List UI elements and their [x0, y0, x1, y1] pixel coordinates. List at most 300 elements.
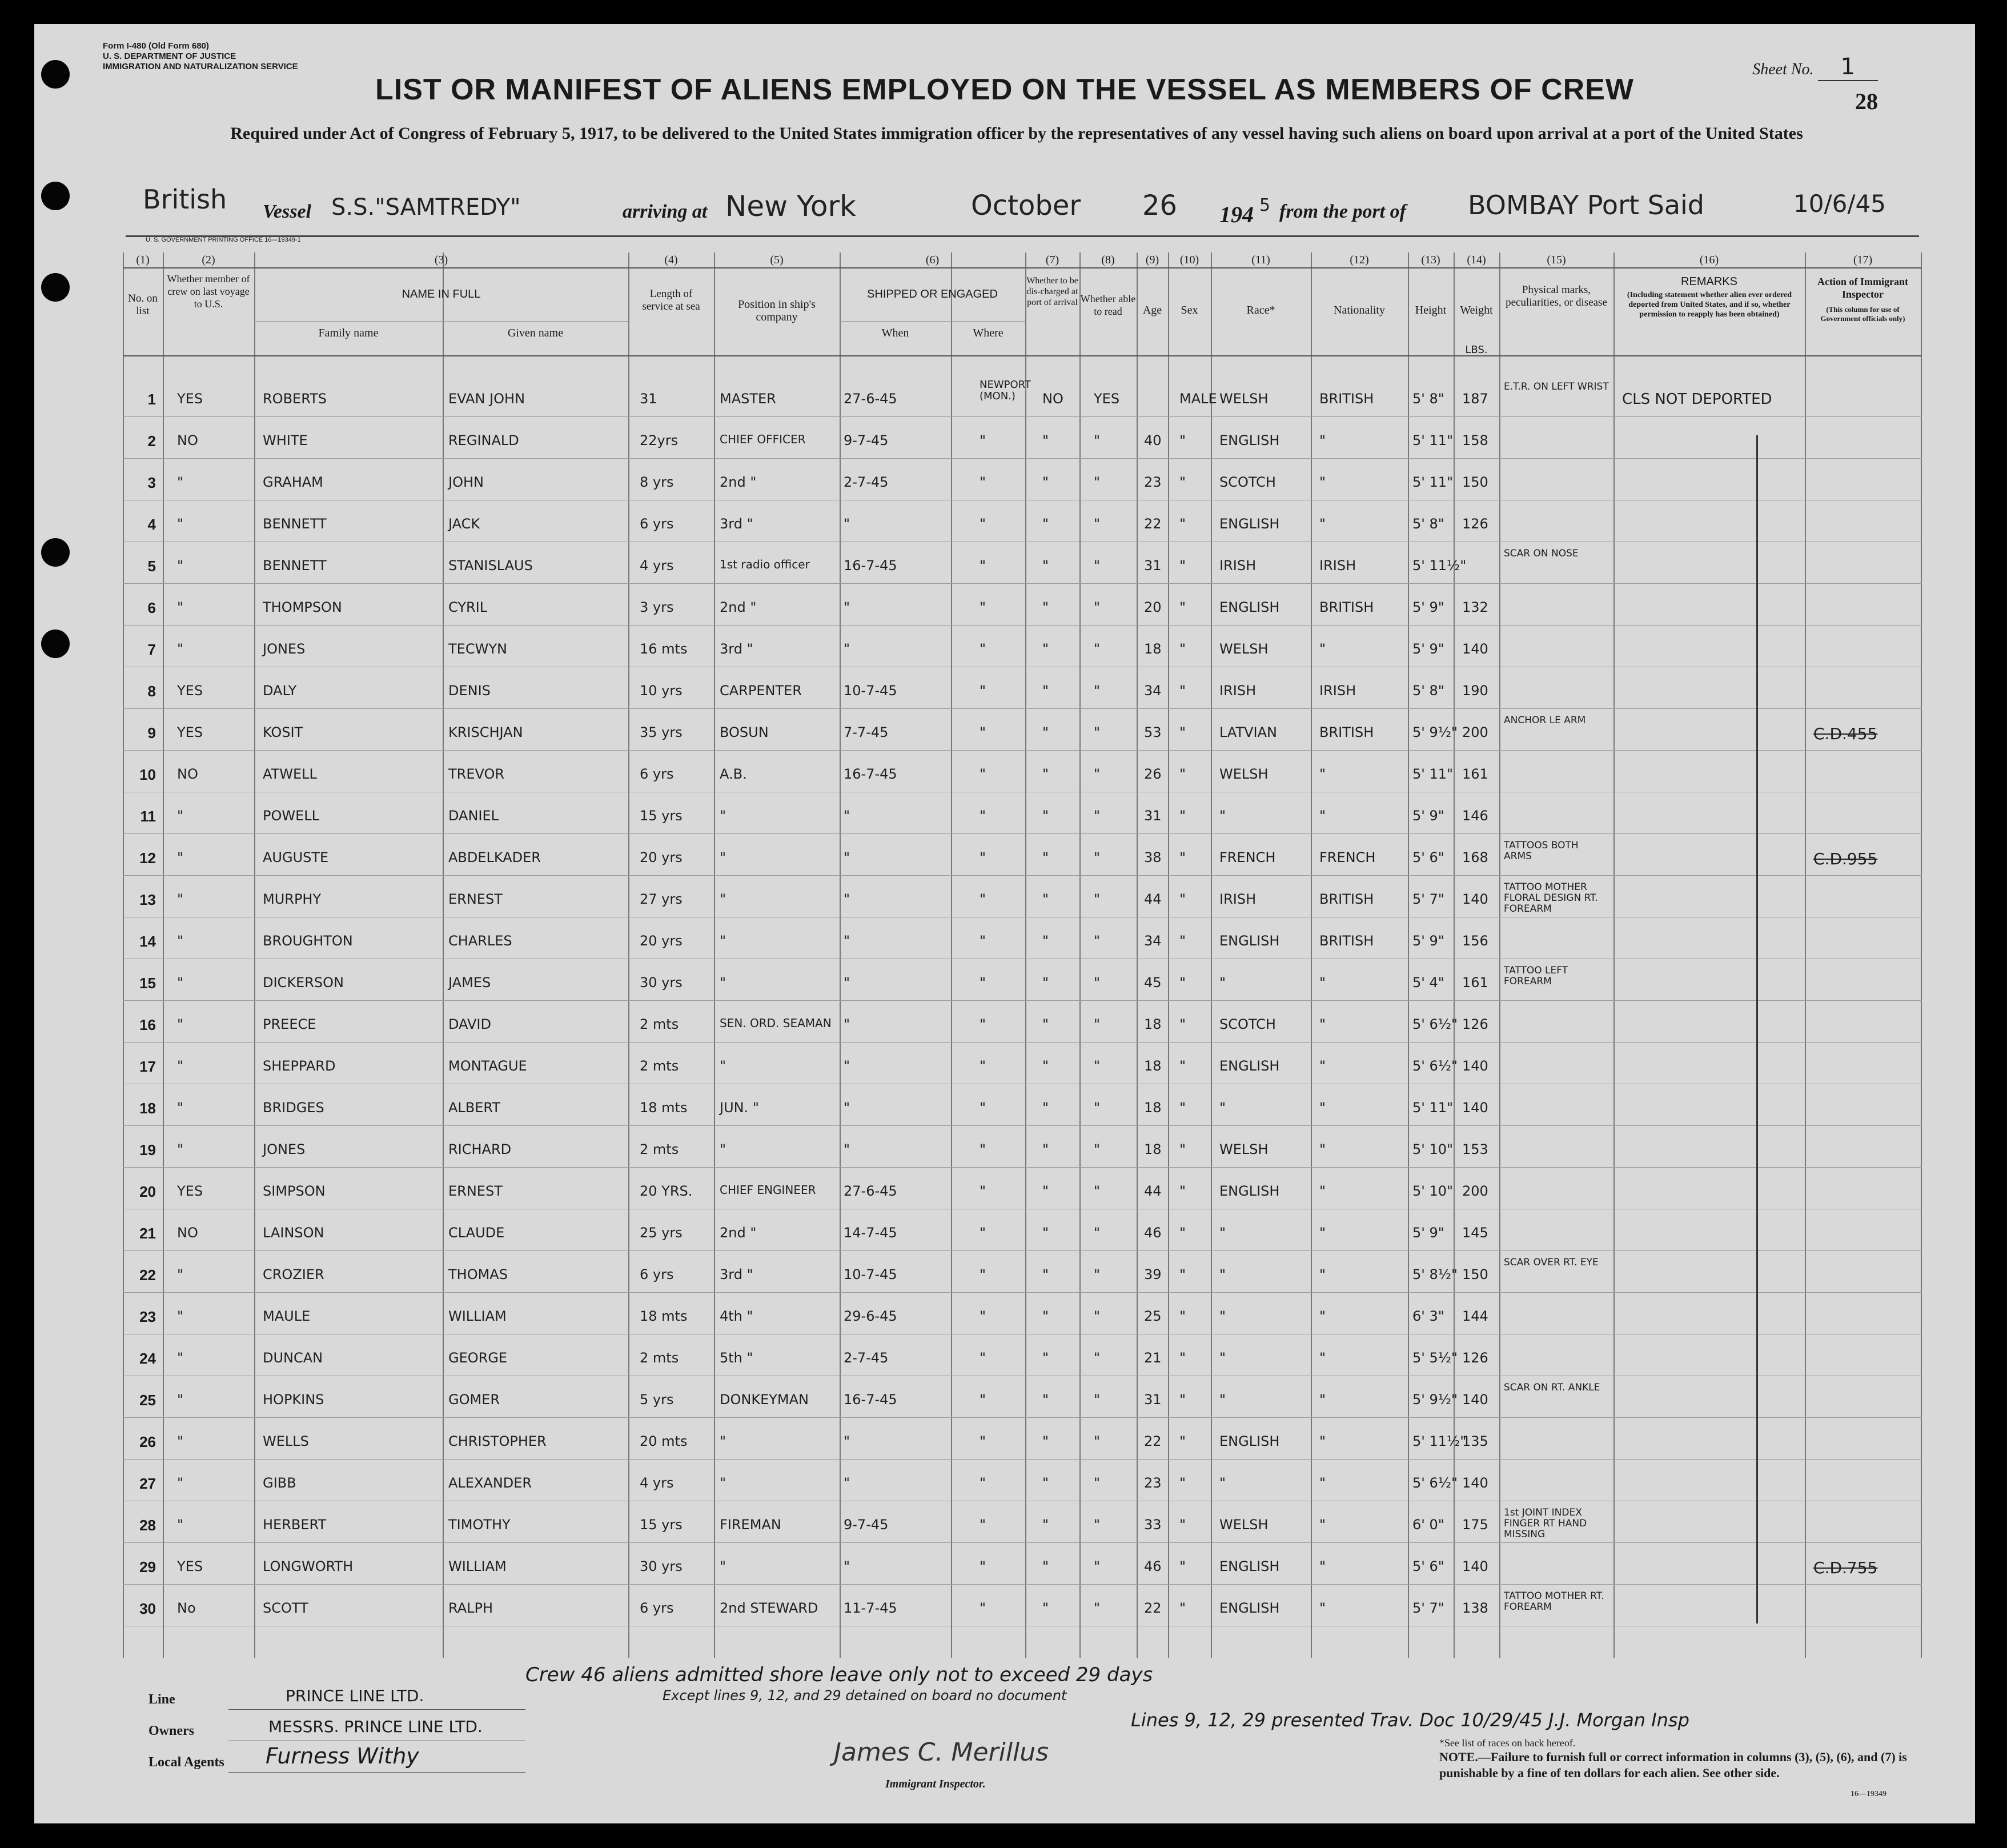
- able-to-read: YES: [1094, 391, 1120, 407]
- member-last-voyage: No: [177, 1600, 196, 1616]
- position: A.B.: [720, 766, 747, 782]
- able-to-read: ": [1094, 1350, 1101, 1366]
- family-name: AUGUSTE: [263, 849, 329, 865]
- col-header: Family name: [318, 327, 379, 339]
- position: 5th ": [720, 1350, 753, 1366]
- row-number: 27: [139, 1475, 156, 1492]
- discharged: ": [1042, 849, 1049, 865]
- col-rule: [1805, 252, 1806, 1658]
- weight: 153: [1462, 1141, 1488, 1157]
- race: WELSH: [1219, 391, 1269, 407]
- shipped-where: ": [980, 683, 986, 699]
- col-num: (6): [925, 254, 940, 266]
- line-value: PRINCE LINE LTD.: [286, 1686, 424, 1705]
- member-last-voyage: ": [177, 1350, 184, 1366]
- col-num: (7): [1045, 254, 1059, 266]
- family-name: WELLS: [263, 1433, 309, 1449]
- discharged: ": [1042, 683, 1049, 699]
- able-to-read: ": [1094, 1475, 1101, 1491]
- shipped-where: ": [980, 1225, 986, 1241]
- member-last-voyage: ": [177, 849, 184, 865]
- height: 5' 9": [1412, 933, 1444, 949]
- row-number: 22: [139, 1266, 156, 1284]
- age: 31: [1144, 1392, 1162, 1408]
- height: 5' 10": [1412, 1141, 1454, 1157]
- shipped-when: 10-7-45: [844, 683, 897, 699]
- col-rule: [1499, 252, 1500, 1658]
- age: 22: [1144, 1433, 1162, 1449]
- service-length: 20 mts: [640, 1433, 688, 1449]
- nationality: ": [1319, 1600, 1326, 1616]
- weight: 140: [1462, 1058, 1488, 1074]
- given-name: DAVID: [448, 1016, 491, 1032]
- shipped-when: 11-7-45: [844, 1600, 897, 1616]
- shipped-when: 27-6-45: [844, 391, 897, 407]
- shipped-when: 16-7-45: [844, 1392, 897, 1408]
- member-last-voyage: ": [177, 1517, 184, 1533]
- row-rule: [123, 458, 1922, 459]
- member-last-voyage: ": [177, 1433, 184, 1449]
- row-rule: [123, 1250, 1922, 1251]
- row-rule: [123, 416, 1922, 417]
- age: 53: [1144, 724, 1162, 740]
- shipped-when: ": [844, 1433, 850, 1449]
- age: 33: [1144, 1517, 1162, 1533]
- nationality: ": [1319, 1141, 1326, 1157]
- race: ENGLISH: [1219, 1433, 1280, 1449]
- race: FRENCH: [1219, 849, 1276, 865]
- age: 46: [1144, 1225, 1162, 1241]
- inspector-signature: James C. Merillus: [834, 1738, 1049, 1767]
- service-length: 3 yrs: [640, 599, 674, 615]
- weight: 145: [1462, 1225, 1488, 1241]
- col-num: (15): [1547, 254, 1566, 266]
- service-length: 27 yrs: [640, 891, 683, 907]
- shipped-when: ": [844, 891, 850, 907]
- member-last-voyage: YES: [177, 391, 203, 407]
- col-rule: [1168, 252, 1169, 1658]
- discharged: ": [1042, 641, 1049, 657]
- row-number: 1: [147, 391, 156, 408]
- sex: ": [1179, 599, 1186, 615]
- race: ": [1219, 1100, 1226, 1116]
- shipped-where: NEWPORT (MON.): [980, 379, 1031, 402]
- service-length: 6 yrs: [640, 516, 674, 532]
- family-name: KOSIT: [263, 724, 303, 740]
- discharged: ": [1042, 1141, 1049, 1157]
- shipped-when: ": [844, 849, 850, 865]
- family-name: GRAHAM: [263, 474, 323, 490]
- col-header: Weight: [1460, 304, 1493, 316]
- given-name: MONTAGUE: [448, 1058, 527, 1074]
- row-rule: [123, 1542, 1922, 1543]
- row-number: 24: [139, 1350, 156, 1367]
- able-to-read: ": [1094, 1266, 1101, 1282]
- row-number: 16: [139, 1016, 156, 1033]
- able-to-read: ": [1094, 1558, 1101, 1574]
- discharged: NO: [1042, 391, 1063, 407]
- position: ": [720, 1558, 726, 1574]
- family-name: BENNETT: [263, 558, 327, 574]
- service-length: 16 mts: [640, 641, 688, 657]
- member-last-voyage: ": [177, 1266, 184, 1282]
- row-rule: [123, 708, 1922, 709]
- punch-hole: [41, 182, 70, 210]
- form-code: 16—19349: [1851, 1790, 1886, 1798]
- shipped-where: ": [980, 1016, 986, 1032]
- remarks: CLS NOT DEPORTED: [1622, 391, 1772, 408]
- shipped-when: ": [844, 516, 850, 532]
- position: BOSUN: [720, 724, 769, 740]
- weight: 150: [1462, 1266, 1488, 1282]
- nationality: ": [1319, 1058, 1326, 1074]
- page-number: 28: [1855, 89, 1878, 114]
- service-length: 2 mts: [640, 1141, 679, 1157]
- discharged: ": [1042, 599, 1049, 615]
- sex: ": [1179, 641, 1186, 657]
- shipped-when: ": [844, 975, 850, 991]
- position: ": [720, 1433, 726, 1449]
- able-to-read: ": [1094, 849, 1101, 865]
- shipped-where: ": [980, 891, 986, 907]
- service-length: 31: [640, 391, 657, 407]
- nationality: IRISH: [1319, 558, 1356, 574]
- owners-value: MESSRS. PRINCE LINE LTD.: [268, 1717, 483, 1736]
- sex: ": [1179, 891, 1186, 907]
- member-last-voyage: NO: [177, 432, 198, 448]
- shipped-where: ": [980, 849, 986, 865]
- col-rule: [714, 252, 715, 1658]
- position: SEN. ORD. SEAMAN: [720, 1016, 832, 1030]
- sex: ": [1179, 516, 1186, 532]
- able-to-read: ": [1094, 808, 1101, 824]
- discharged: ": [1042, 975, 1049, 991]
- member-last-voyage: YES: [177, 1558, 203, 1574]
- height: 5' 8": [1412, 516, 1444, 532]
- nationality: BRITISH: [1319, 891, 1374, 907]
- col-header: SHIPPED OR ENGAGED: [867, 288, 998, 300]
- race: ": [1219, 808, 1226, 824]
- row-number: 20: [139, 1183, 156, 1200]
- family-name: POWELL: [263, 808, 319, 824]
- race: WELSH: [1219, 1517, 1269, 1533]
- footer: [126, 1663, 1953, 1806]
- vessel-label: Vessel: [263, 201, 311, 222]
- member-last-voyage: YES: [177, 1183, 203, 1199]
- given-name: JAMES: [448, 975, 491, 991]
- family-name: MAULE: [263, 1308, 311, 1324]
- col-rule: [1311, 252, 1312, 1658]
- shipped-where: ": [980, 1558, 986, 1574]
- row-number: 28: [139, 1517, 156, 1534]
- inspector-action: C.D.455: [1813, 724, 1878, 743]
- height: 5' 6½": [1412, 1475, 1458, 1491]
- from-label: from the port of: [1279, 201, 1406, 222]
- discharged: ": [1042, 1100, 1049, 1116]
- able-to-read: ": [1094, 1225, 1101, 1241]
- shipped-where: ": [980, 1475, 986, 1491]
- physical-marks: TATTOO LEFT FOREARM: [1504, 965, 1568, 987]
- position: MASTER: [720, 391, 776, 407]
- height: 5' 4": [1412, 975, 1444, 991]
- nationality: BRITISH: [1319, 599, 1374, 615]
- page-subtitle: Required under Act of Congress of February 5, 1917, to be delivered to the United States immigration officer by the representatives of any vessel having such aliens on board upon arrival at a port of the United States: [230, 124, 1803, 143]
- punch-hole: [41, 538, 70, 567]
- sex: ": [1179, 1308, 1186, 1324]
- able-to-read: ": [1094, 1183, 1101, 1199]
- header-rule: [254, 321, 628, 322]
- weight: 175: [1462, 1517, 1488, 1533]
- row-number: 29: [139, 1558, 156, 1576]
- col-header: Position in ship's company: [738, 298, 816, 323]
- nationality: ": [1319, 1266, 1326, 1282]
- discharged: ": [1042, 1266, 1049, 1282]
- able-to-read: ": [1094, 1141, 1101, 1157]
- form-identifier: [103, 41, 298, 72]
- height: 5' 9½": [1412, 724, 1458, 740]
- able-to-read: ": [1094, 1433, 1101, 1449]
- service-length: 35 yrs: [640, 724, 683, 740]
- col-rule: [1921, 252, 1922, 1658]
- row-number: 25: [139, 1392, 156, 1409]
- shipped-when: ": [844, 1475, 850, 1491]
- race: ": [1219, 1308, 1226, 1324]
- physical-marks: TATTOO MOTHER RT. FOREARM: [1504, 1590, 1604, 1613]
- position: CHIEF OFFICER: [720, 432, 806, 446]
- nationality: ": [1319, 516, 1326, 532]
- sex: ": [1179, 1433, 1186, 1449]
- given-name: CHRISTOPHER: [448, 1433, 547, 1449]
- col-header: Whether member of crew on last voyage to U.S.: [167, 273, 250, 310]
- given-name: CLAUDE: [448, 1225, 505, 1241]
- col-header: Whether able to read: [1080, 293, 1136, 317]
- member-last-voyage: YES: [177, 724, 203, 740]
- given-name: TECWYN: [448, 641, 507, 657]
- position: JUN. ": [720, 1100, 759, 1116]
- given-name: TIMOTHY: [448, 1517, 511, 1533]
- race: ": [1219, 1225, 1226, 1241]
- weight: 200: [1462, 1183, 1488, 1199]
- position: 2nd ": [720, 599, 757, 615]
- row-number: 30: [139, 1600, 156, 1617]
- col-rule: [951, 252, 952, 1658]
- col-num: (3): [434, 254, 448, 266]
- position: 4th ": [720, 1308, 753, 1324]
- remarks-bracket: [1756, 435, 1758, 1623]
- position: 2nd ": [720, 1225, 757, 1241]
- col-header: No. on list: [128, 292, 158, 317]
- voyage-line: [126, 184, 1908, 241]
- given-name: RALPH: [448, 1600, 493, 1616]
- col-header-note: (Including statement whether alien ever ordered deported from United States, and if so, whether permission to reapply has been obtained): [1627, 291, 1792, 319]
- family-name: LONGWORTH: [263, 1558, 354, 1574]
- weight: 126: [1462, 516, 1488, 532]
- race: ENGLISH: [1219, 1600, 1280, 1616]
- shipped-where: ": [980, 1517, 986, 1533]
- manifest-sheet: [34, 24, 1975, 1823]
- age: 18: [1144, 641, 1162, 657]
- weight: 126: [1462, 1350, 1488, 1366]
- header-rule: [123, 355, 1922, 356]
- shipped-where: ": [980, 808, 986, 824]
- member-last-voyage: ": [177, 1308, 184, 1324]
- discharged: ": [1042, 558, 1049, 574]
- row-number: 2: [147, 432, 156, 450]
- sheet-no-value: 1: [1818, 54, 1878, 81]
- height: 5' 11": [1412, 432, 1454, 448]
- service: IMMIGRATION AND NATURALIZATION SERVICE: [103, 62, 298, 71]
- col-header: Length of service at sea: [642, 288, 700, 312]
- department: U. S. DEPARTMENT OF JUSTICE: [103, 51, 236, 61]
- service-length: 8 yrs: [640, 474, 674, 490]
- position: 1st radio officer: [720, 558, 810, 571]
- height: 5' 6½": [1412, 1016, 1458, 1032]
- able-to-read: ": [1094, 975, 1101, 991]
- family-name: WHITE: [263, 432, 308, 448]
- position: ": [720, 975, 726, 991]
- shipped-where: ": [980, 1266, 986, 1282]
- shipped-when: 9-7-45: [844, 432, 889, 448]
- service-length: 25 yrs: [640, 1225, 683, 1241]
- race: IRISH: [1219, 558, 1257, 574]
- row-number: 11: [140, 808, 156, 825]
- given-name: RICHARD: [448, 1141, 512, 1157]
- position: 3rd ": [720, 516, 753, 532]
- given-name: ALBERT: [448, 1100, 501, 1116]
- given-name: THOMAS: [448, 1266, 508, 1282]
- position: 3rd ": [720, 1266, 753, 1282]
- sex: ": [1179, 1392, 1186, 1408]
- discharged: ": [1042, 1058, 1049, 1074]
- header-rule: [123, 267, 1922, 268]
- service-length: 30 yrs: [640, 975, 683, 991]
- able-to-read: ": [1094, 1016, 1101, 1032]
- shipped-where: ": [980, 1433, 986, 1449]
- family-name: SCOTT: [263, 1600, 308, 1616]
- row-rule: [123, 583, 1922, 584]
- weight: 140: [1462, 1475, 1488, 1491]
- discharged: ": [1042, 1433, 1049, 1449]
- voyage-divider: [126, 235, 1919, 237]
- nationality: ": [1319, 1517, 1326, 1533]
- nationality: ": [1319, 1433, 1326, 1449]
- row-number: 19: [139, 1141, 156, 1158]
- height: 5' 6": [1412, 1558, 1444, 1574]
- given-name: CYRIL: [448, 599, 488, 615]
- arriving-label: arriving at: [623, 201, 708, 222]
- family-name: HERBERT: [263, 1517, 327, 1533]
- service-length: 2 mts: [640, 1350, 679, 1366]
- weight: 150: [1462, 474, 1488, 490]
- lines-note: Lines 9, 12, 29 presented Trav. Doc 10/29/45 J.J. Morgan Insp: [1131, 1709, 1689, 1731]
- shipped-when: ": [844, 1558, 850, 1574]
- height: 5' 9": [1412, 1225, 1444, 1241]
- family-name: DUNCAN: [263, 1350, 323, 1366]
- able-to-read: ": [1094, 891, 1101, 907]
- race: ": [1219, 1266, 1226, 1282]
- weight: 168: [1462, 849, 1488, 865]
- position: ": [720, 1058, 726, 1074]
- member-last-voyage: ": [177, 1392, 184, 1408]
- shipped-where: ": [980, 516, 986, 532]
- shipped-when: 16-7-45: [844, 766, 897, 782]
- year-suffix: 5: [1259, 195, 1271, 215]
- discharged: ": [1042, 1558, 1049, 1574]
- row-rule: [123, 1000, 1922, 1001]
- col-header: NAME IN FULL: [402, 288, 481, 300]
- age: 38: [1144, 849, 1162, 865]
- row-number: 3: [147, 474, 156, 491]
- col-num: (13): [1421, 254, 1440, 266]
- shipped-when: 10-7-45: [844, 1266, 897, 1282]
- given-name: JACK: [448, 516, 480, 532]
- able-to-read: ": [1094, 599, 1101, 615]
- col-num: (5): [770, 254, 784, 266]
- service-length: 6 yrs: [640, 1600, 674, 1616]
- height: 5' 6½": [1412, 1058, 1458, 1074]
- member-last-voyage: ": [177, 599, 184, 615]
- age: 39: [1144, 1266, 1162, 1282]
- col-num: (16): [1699, 254, 1719, 266]
- age: 18: [1144, 1016, 1162, 1032]
- shipped-where: ": [980, 432, 986, 448]
- shipped-when: ": [844, 1100, 850, 1116]
- race: ENGLISH: [1219, 599, 1280, 615]
- age: 44: [1144, 1183, 1162, 1199]
- arriving-port: New York: [725, 190, 856, 223]
- shipped-where: ": [980, 1058, 986, 1074]
- able-to-read: ": [1094, 766, 1101, 782]
- col-rule: [1613, 252, 1615, 1658]
- age: 46: [1144, 1558, 1162, 1574]
- col-header: Race*: [1246, 304, 1275, 316]
- nationality: ": [1319, 1016, 1326, 1032]
- col-header: Physical marks, peculiarities, or disease: [1506, 284, 1607, 308]
- given-name: GEORGE: [448, 1350, 508, 1366]
- member-last-voyage: ": [177, 1058, 184, 1074]
- able-to-read: ": [1094, 1308, 1101, 1324]
- arrival-month: October: [971, 190, 1081, 222]
- able-to-read: ": [1094, 432, 1101, 448]
- col-header: When: [881, 327, 909, 339]
- shipped-when: ": [844, 933, 850, 949]
- family-name: THOMPSON: [263, 599, 342, 615]
- race: IRISH: [1219, 683, 1257, 699]
- age: 45: [1144, 975, 1162, 991]
- nationality: ": [1319, 432, 1326, 448]
- shipped-when: 2-7-45: [844, 474, 889, 490]
- race: ENGLISH: [1219, 1558, 1280, 1574]
- col-num: (4): [664, 254, 678, 266]
- nationality: FRENCH: [1319, 849, 1376, 865]
- shipped-when: 2-7-45: [844, 1350, 889, 1366]
- given-name: ERNEST: [448, 891, 503, 907]
- given-name: DANIEL: [448, 808, 499, 824]
- col-header-note: (This column for use of Government officials only): [1820, 305, 1905, 323]
- age: 34: [1144, 933, 1162, 949]
- col-rule: [163, 252, 164, 1658]
- row-number: 21: [139, 1225, 156, 1242]
- row-number: 26: [139, 1433, 156, 1450]
- weight: 140: [1462, 641, 1488, 657]
- height: 6' 0": [1412, 1517, 1444, 1533]
- race: SCOTCH: [1219, 474, 1276, 490]
- weight: 140: [1462, 1100, 1488, 1116]
- member-last-voyage: ": [177, 516, 184, 532]
- age: 22: [1144, 516, 1162, 532]
- service-length: 18 mts: [640, 1308, 688, 1324]
- nationality: ": [1319, 808, 1326, 824]
